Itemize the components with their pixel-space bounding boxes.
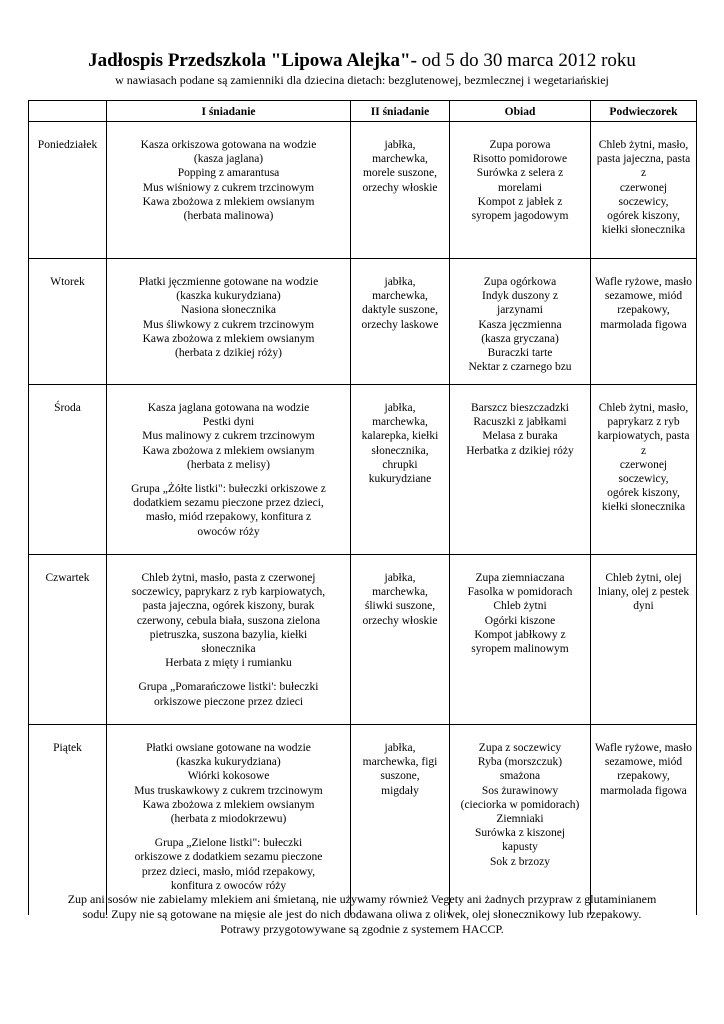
snack-line: paprykarz z ryb [607,416,680,429]
lunch-line: Kasza jęczmienna [478,318,562,331]
breakfast1-line: dodatkiem sezamu pieczone przez dzieci, [133,497,324,510]
breakfast2-line: kukurydziane [368,473,432,486]
lunch-line: Fasolka w pomidorach [467,586,573,599]
day-cell: Środa [29,385,107,555]
snack-line: marmolada figowa [600,318,687,331]
lunch-line: Ogórki kiszone [484,614,556,627]
snack-line: Chleb żytni, masło, [598,139,689,151]
breakfast2-line: marchewka, [372,586,428,599]
header-lunch: Obiad [450,101,591,122]
breakfast1-line: pietruszka, suszona bazylia, kiełki [149,628,308,641]
day-cell: Wtorek [29,259,107,385]
table-row [29,259,697,385]
snack-cell [591,555,697,725]
lunch-line: syropem jagodowym [471,210,569,223]
breakfast1-line: Chleb żytni, masło, pasta z czerwonej [141,572,316,584]
snack-line: kiełki słonecznika [601,501,686,514]
lunch-line: (cieciorka w pomidorach) [460,798,580,811]
table-row [29,385,697,555]
breakfast2-line: kalarepka, kiełki [361,430,439,443]
snack-line: sezamowe, miód [604,290,683,303]
lunch-line: Ziemniaki [496,813,544,826]
lunch-line: Nektar z czarnego bzu [468,361,572,374]
breakfast2-line: jabłka, [384,139,416,151]
breakfast1-line: Popping z amarantusa [177,167,280,180]
lunch-line: Sos żurawinowy [481,784,559,797]
breakfast2-line: suszone, [380,770,420,783]
breakfast1-line: (herbata z melisy) [186,458,270,471]
footer-line: sodu. Zupy nie są gotowane na mięsie ale jest do nich dodawana oliwa z oliwek, olej słonecznikowy lub rzepakowy. [82,907,642,921]
lunch-cell [450,555,591,725]
table-row [29,122,697,259]
snack-line: Wafle ryżowe, masło [594,276,693,288]
breakfast2-line: jabłka, [384,742,416,754]
breakfast1-line: Grupa „Żółte listki": bułeczki orkiszowe z [131,483,326,496]
breakfast1-line: Kasza orkiszowa gotowana na wodzie [140,139,317,151]
snack-cell [591,259,697,385]
snack-line: czerwonej soczewicy, [618,458,669,486]
breakfast2-line: marchewka, [372,290,428,303]
snack-line: czerwonej soczewicy, [618,181,669,208]
breakfast1-line: Kawa zbożowa z mlekiem owsianym [142,444,315,457]
lunch-line: syropem malinowym [471,643,569,656]
breakfast1-line: (herbata z miodokrzewu) [170,813,287,826]
lunch-line: jarzynami [497,304,543,317]
breakfast1-line: Mus śliwkowy z cukrem trzcinowym [142,318,315,331]
lunch-cell [450,725,591,915]
breakfast1-line: Kawa zbożowa z mlekiem owsianym [142,195,315,208]
header-day [29,101,107,122]
breakfast1-line: (herbata malinowa) [183,210,274,223]
page-title-main: Jadłospis Przedszkola "Lipowa Alejka"- [88,50,417,71]
breakfast2-line: orzechy laskowe [361,318,439,331]
breakfast1-line: soczewicy, paprykarz z ryb karpiowatych, [131,586,326,599]
snack-line: rzepakowy, [617,770,670,783]
breakfast1-line: Herbata z mięty i rumianku [165,657,292,670]
breakfast1-line: owoców róży [197,525,260,538]
lunch-cell [450,385,591,555]
day-cell: Piątek [29,725,107,915]
breakfast1-line: konfitura z owoców róży [170,879,287,892]
lunch-line: (kasza gryczana) [481,332,559,345]
lunch-line: Kompot z jabłek z [477,195,563,208]
breakfast2-line: jabłka, [384,276,416,288]
breakfast1-line: Nasiona słonecznika [181,304,276,317]
lunch-line: Buraczki tarte [487,347,553,360]
snack-line: ogórek kiszony, [607,210,680,223]
breakfast1-line: Mus truskawkowy z cukrem trzcinowym [134,784,323,797]
breakfast1-line: (kaszka kukurydziana) [176,290,281,303]
table-row [29,555,697,725]
snack-line: kiełki słonecznika [601,224,686,237]
breakfast1-line: Wiórki kokosowe [187,770,270,783]
table-row [29,725,697,915]
lunch-cell [450,122,591,259]
snack-line: dyni [633,600,654,613]
lunch-line: Zupa ziemniaczana [475,572,565,584]
breakfast2-line: morele suszone, [362,167,438,180]
day-cell: Poniedziałek [29,122,107,259]
snack-line: pasta jajeczna, pasta z [596,153,691,180]
breakfast1-line: (herbata z dzikiej róży) [175,347,282,360]
breakfast1-line: (kaszka kukurydziana) [176,756,281,769]
footer-line: Potrawy przygotowywane są zgodnie z systemem HACCP. [220,922,504,936]
snack-line: sezamowe, miód [604,756,683,769]
breakfast1-line: Płatki owsiane gotowane na wodzie [146,742,311,754]
snack-line: Chleb żytni, olej [605,572,682,584]
lunch-line: Barszcz bieszczadzki [470,402,569,414]
breakfast1-line: Grupa „Zielone listki": bułeczki [154,837,303,850]
footer-line: Zup ani sosów nie zabielamy mlekiem ani śmietaną, nie używamy również Vegety ani żadnych przypraw z glutaminianem [67,892,657,906]
breakfast2-line: marchewka, figi [362,756,438,769]
snack-cell [591,385,697,555]
lunch-line: Zupa ogórkowa [483,276,557,288]
lunch-cell [450,259,591,385]
day-cell: Czwartek [29,555,107,725]
snack-line: Wafle ryżowe, masło [594,742,693,754]
lunch-line: Zupa porowa [489,139,551,151]
breakfast1-line: (kasza jaglana) [193,153,264,166]
lunch-line: kapusty [502,841,538,854]
page-title-dates: od 5 do 30 marca 2012 roku [416,50,636,71]
breakfast2-line: marchewka, [372,153,428,166]
lunch-line: Ryba (morszczuk) [477,756,563,769]
breakfast1-line: masło, miód rzepakowy, konfitura z [145,511,312,524]
breakfast1-cell [107,725,351,915]
breakfast1-line: Kawa zbożowa z mlekiem owsianym [142,798,315,811]
breakfast1-line: Kasza jaglana gotowana na wodzie [147,402,310,414]
breakfast1-cell [107,555,351,725]
breakfast1-cell [107,259,351,385]
lunch-line: Indyk duszony z [481,290,558,303]
lunch-line: Zupa z soczewicy [478,742,562,754]
breakfast2-line: migdały [381,784,419,797]
breakfast1-line: Mus wiśniowy z cukrem trzcinowym [142,181,315,194]
lunch-line: Melasa z buraka [482,430,558,443]
breakfast2-cell [351,555,450,725]
page-title [0,50,724,72]
lunch-line: Sok z brzozy [489,855,551,868]
breakfast1-line: orkiszowe pieczone przez dzieci [153,695,304,708]
lunch-line: Risotto pomidorowe [472,153,568,166]
header-breakfast2: II śniadanie [351,101,450,122]
breakfast1-line: Pestki dyni [202,416,255,429]
snack-line: rzepakowy, [617,304,670,317]
breakfast2-line: jabłka, [384,402,416,414]
snack-line: karpiowatych, pasta z [597,430,690,457]
breakfast2-line: chrupki [382,458,418,471]
breakfast1-line: Grupa „Pomarańczowe listki': bułeczki [138,681,319,694]
breakfast2-line: jabłka, [384,572,416,584]
breakfast1-cell [107,385,351,555]
header-snack: Podwieczorek [591,101,697,122]
breakfast1-cell [107,122,351,259]
breakfast1-line: Płatki jęczmienne gotowane na wodzie [138,276,319,288]
lunch-line: smażona [499,770,541,783]
lunch-line: Kompot jabłkowy z [474,628,566,641]
breakfast1-line: Kawa zbożowa z mlekiem owsianym [142,332,315,345]
lunch-line: Racuszki z jabłkami [473,416,567,429]
breakfast2-cell [351,122,450,259]
lunch-line: Surówka z selera z [476,167,564,180]
breakfast2-cell [351,385,450,555]
breakfast2-line: orzechy włoskie [362,614,438,627]
breakfast1-line: czerwony, cebula biała, suszona zielona [136,614,321,627]
breakfast1-line: przez dzieci, masło, miód rzepakowy, [141,865,316,878]
breakfast2-cell [351,725,450,915]
lunch-line: Chleb żytni [493,600,547,613]
breakfast1-line: Mus malinowy z cukrem trzcinowym [142,430,315,443]
breakfast1-line: pasta jajeczna, ogórek kiszony, burak [142,600,315,613]
lunch-line: Herbatka z dzikiej róży [466,444,574,457]
snack-line: marmolada figowa [600,784,687,797]
breakfast2-line: orzechy włoskie [362,181,438,194]
breakfast2-line: daktyle suszone, [361,304,438,317]
breakfast2-cell [351,259,450,385]
header-breakfast1: I śniadanie [107,101,351,122]
breakfast2-line: marchewka, [372,416,428,429]
snack-line: ogórek kiszony, [607,487,680,500]
breakfast2-line: słonecznika, [371,444,429,457]
breakfast1-line: słonecznika [201,643,256,656]
menu-table [28,100,697,915]
footer-note [28,892,696,937]
snack-line: Chleb żytni, masło, [598,402,689,414]
page-subtitle: w nawiasach podane są zamienniki dla dziecina dietach: bezglutenowej, bezmlecznej i wegetariańskiej [115,73,609,87]
lunch-line: Surówka z kiszonej [474,827,566,840]
snack-cell [591,725,697,915]
snack-line: lniany, olej z pestek [597,586,690,599]
breakfast2-line: śliwki suszone, [364,600,436,613]
table-header-row [29,101,697,122]
snack-cell [591,122,697,259]
lunch-line: morelami [497,181,543,194]
breakfast1-line: orkiszowe z dodatkiem sezamu pieczone [134,851,323,864]
